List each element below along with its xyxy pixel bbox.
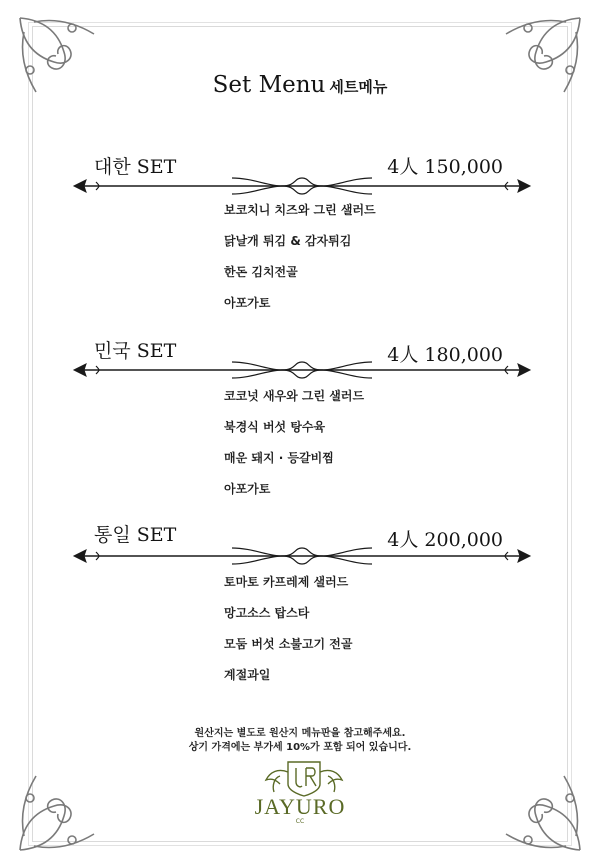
- footer-notes: [0, 727, 600, 755]
- menu-item: 매운 돼지 · 등갈비찜: [224, 451, 334, 465]
- set-name: 통일 SET: [94, 524, 177, 546]
- set-price: 4人 150,000: [387, 156, 503, 178]
- ornamental-divider: [72, 176, 532, 196]
- brand-name: JAYURO: [254, 794, 346, 819]
- set-price: 4人 200,000: [387, 529, 503, 551]
- menu-item: 아포가토: [224, 296, 271, 310]
- set-price: 4人 180,000: [387, 344, 503, 366]
- set-items: [224, 574, 352, 698]
- brand-sub: CC: [295, 818, 305, 825]
- menu-title-ko: 세트메뉴: [329, 78, 388, 96]
- menu-item: 아포가토: [224, 482, 271, 496]
- set-items: [224, 388, 364, 512]
- ornamental-divider: [72, 546, 532, 566]
- menu-item: 모둠 버섯 소불고기 전골: [224, 637, 353, 651]
- menu-item: 계절과일: [224, 668, 271, 682]
- vat-note: 상기 가격에는 부가세 10%가 포함 되어 있습니다.: [188, 742, 412, 753]
- menu-item: 코코넛 새우와 그린 샐러드: [224, 389, 365, 403]
- menu-item: 망고소스 탑스타: [224, 606, 310, 620]
- set-name: 대한 SET: [94, 156, 177, 178]
- menu-item: 북경식 버섯 탕수육: [224, 420, 326, 434]
- menu-title-en: Set Menu: [212, 72, 326, 98]
- origin-note: 원산지는 별도로 원산지 메뉴판을 참고해주세요.: [194, 728, 406, 739]
- set-name: 민국 SET: [94, 340, 177, 362]
- ornamental-divider: [72, 360, 532, 380]
- set-items: [224, 202, 376, 326]
- menu-item: 한돈 김치전골: [224, 265, 298, 279]
- menu-item: 보코치니 치즈와 그린 샐러드: [224, 203, 376, 217]
- menu-item: 토마토 카프레제 샐러드: [224, 575, 349, 589]
- menu-title: [0, 72, 600, 98]
- menu-item: 닭날개 튀김 & 감자튀김: [224, 234, 352, 248]
